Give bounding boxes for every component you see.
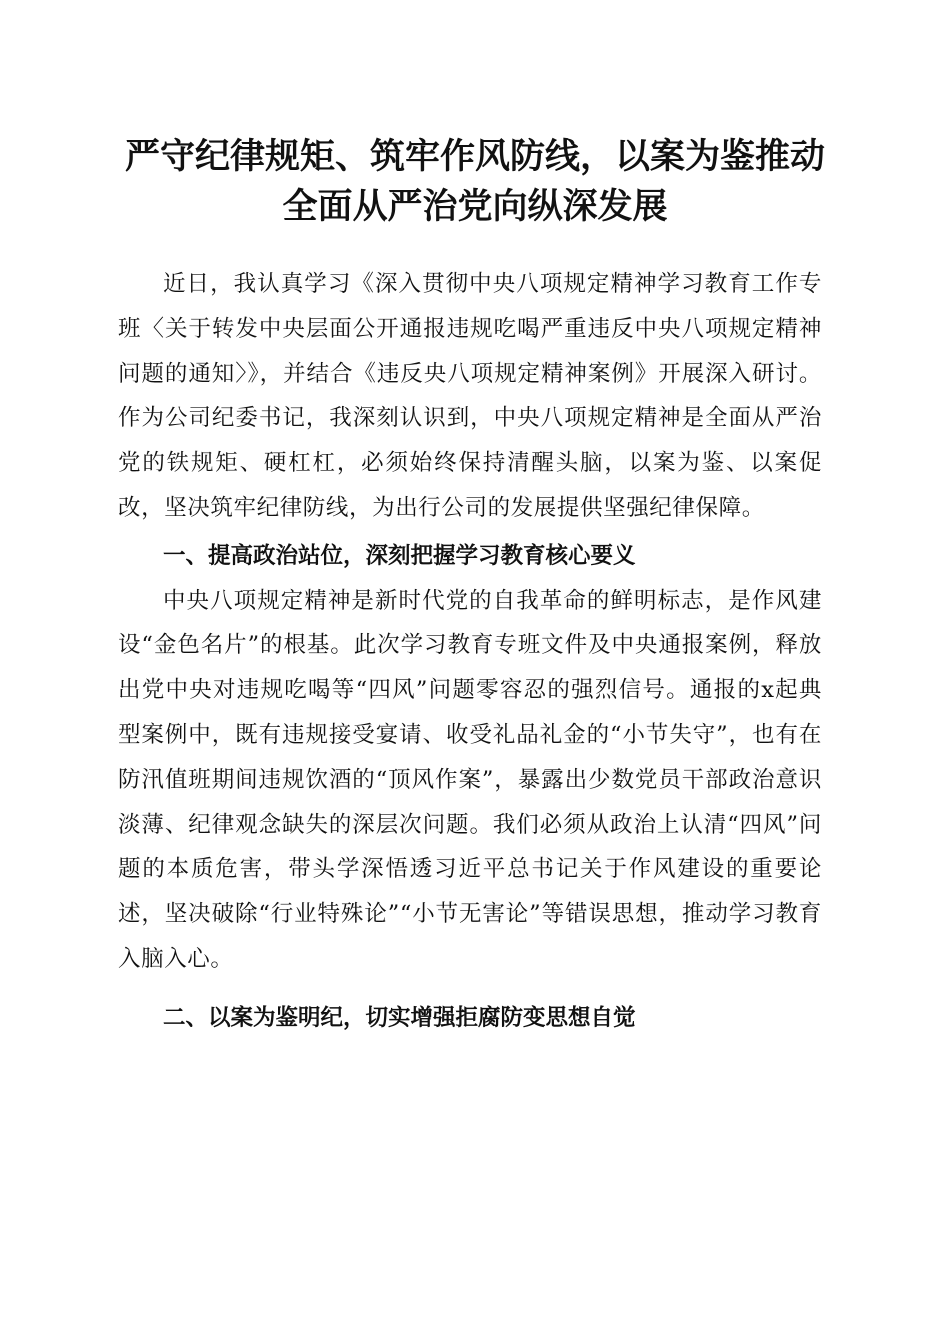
intro-paragraph: 近日，我认真学习《深入贯彻中央八项规定精神学习教育工作专班〈关于转发中央层面公开通报违规吃喝严重违反中央八项规定精神问题的通知〉》，并结合《违反央八项规定精神案例》开展深入研讨。作为公司纪委书记，我深刻认识到，中央八项规定精神是全面从严治党的铁规矩、硬杠杠，必须始终保持清醒头脑，以案为鉴、以案促改，坚决筑牢纪律防线，为出行公司的发展提供坚强纪律保障。 bbox=[118, 271, 822, 521]
document-title bbox=[100, 132, 850, 232]
section-1-heading: 一、提高政治站位，深刻把握学习教育核心要义 bbox=[163, 542, 636, 569]
section-1-paragraph: 中央八项规定精神是新时代党的自我革命的鲜明标志，是作风建设“金色名片”的根基。此次学习教育专班文件及中央通报案例，释放出党中央对违规吃喝等“四风”问题零容忍的强烈信号。通报的x起典型案例中，既有违规接受宴请、收受礼品礼金的“小节失守”，也有在防汛值班期间违规饮酒的“顶风作案”，暴露出少数党员干部政治意识淡薄、纪律观念缺失的深层次问题。我们必须从政治上认清“四风”问题的本质危害，带头学深悟透习近平总书记关于作风建设的重要论述，坚决破除“行业特殊论”“小节无害论”等错误思想，推动学习教育入脑入心。 bbox=[118, 587, 822, 972]
document-body bbox=[118, 262, 822, 1041]
document-title-line-2: 全面从严治党向纵深发展 bbox=[282, 186, 668, 227]
section-2-heading: 二、以案为鉴明纪，切实增强拒腐防变思想自觉 bbox=[163, 1004, 636, 1031]
document-title-line-1: 严守纪律规矩、筑牢作风防线，以案为鉴推动 bbox=[124, 136, 825, 177]
